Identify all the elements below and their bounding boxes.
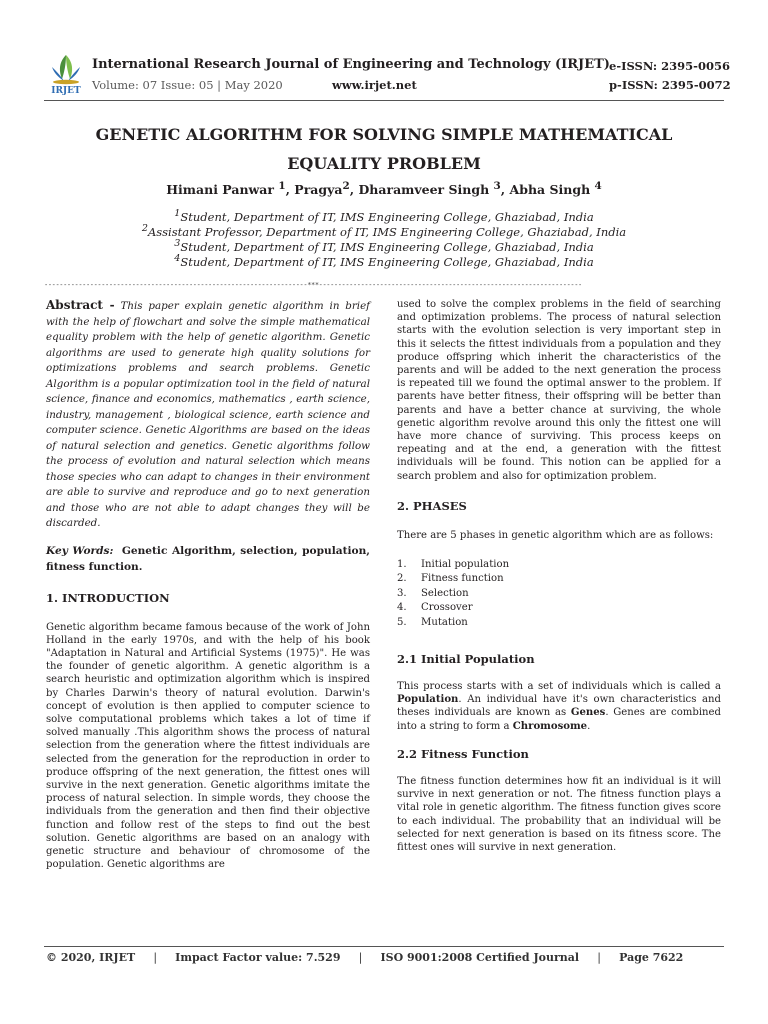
term-population: Population xyxy=(397,694,459,706)
p-issn: p-ISSN: 2395-0072 xyxy=(609,78,731,92)
fitness-function-heading: 2.2 Fitness Function xyxy=(397,746,529,761)
term-genes: Genes xyxy=(570,707,606,719)
initial-population-text xyxy=(397,680,721,733)
keywords-text: Genetic Algorithm, selection, population, fitness function. xyxy=(46,544,370,573)
page-footer xyxy=(46,951,683,964)
abstract-text: This paper explain genetic algorithm in brief with the help of flowchart and solve the simple mathematical equality problem with the help of genetic algorithm. Genetic algorithms are used to generate high quality solutions for optimizations problems and search problems. Genetic Algorithm is a popular optimization tool in the field of natural science, finance and economics, mathematics , earth science, industry, management , biological science, earth science and computer science. Genetic Algorithms are based on the ideas of natural selection and genetics. Genetic algorithms follow the process of evolution and natural selection which means those species who can adapt to changes in their environment are able to survive and reproduce and go to next generation and those who are not able to adapt changes they will be discarded. xyxy=(46,300,370,529)
text-run: . Genes are combined into a string to form a xyxy=(397,707,721,732)
text-run: . xyxy=(587,720,591,732)
list-item xyxy=(397,601,721,615)
abstract-label: Abstract - xyxy=(46,298,115,312)
text-run: This process starts with a set of individuals which is called a xyxy=(397,681,721,693)
author-name: , Dharamveer Singh xyxy=(349,182,494,198)
affiliation-sup: 1 xyxy=(174,208,181,219)
list-number: 1. xyxy=(397,559,407,571)
header-divider xyxy=(44,100,724,101)
footer-copyright: © 2020, IRJET xyxy=(46,951,136,964)
introduction-text: Genetic algorithm became famous because of the work of John Holland in the early 1970s, and with the help of his book "Adaptation in Natural and Artificial Systems (1975)". He was the founder of genetic algorithm. A genetic algorithm is a search heuristic and optimization algorithm which is inspired by Charles Darwin's theory of natural evolution. Darwin's concept of evolution is then applied to computer science to solve computational problems which takes a lot of time if solved manually .This algorithm shows the process of natural selection from the generation where the fittest individuals are selected from the generation for the reproduction in order to produce offspring of the next generation, the fittest ones will survive in the next generation. Genetic algorithms imitate the process of natural selection. In simple words, they choose the individuals from the generation and then find their objective function and follow rest of the steps to find out the best solution. Genetic algorithms are based on an analogy with genetic structure and behaviour of chromosome of the population. Genetic algorithms are xyxy=(46,621,370,871)
footer-divider xyxy=(44,946,724,947)
title-line-2: EQUALITY PROBLEM xyxy=(287,154,481,173)
term-chromosome: Chromosome xyxy=(512,720,588,732)
author-name: Himani Panwar xyxy=(166,182,279,198)
author-name: , Abha Singh xyxy=(500,182,595,198)
author-name: , Pragya xyxy=(285,182,343,198)
list-label: Fitness function xyxy=(421,573,504,585)
affiliation-text: Student, Department of IT, IMS Engineering College, Ghaziabad, India xyxy=(180,254,594,269)
footer-separator: | xyxy=(153,951,158,964)
footer-page: Page 7622 xyxy=(619,951,684,964)
author-sup: 1 xyxy=(278,180,286,192)
list-label: Crossover xyxy=(421,602,473,614)
affiliation-3 xyxy=(60,238,708,254)
section-separator: ---------------------------------------------------------------------***--------------------------------------------------------------------- xyxy=(44,281,582,289)
author-sup: 4 xyxy=(594,180,602,192)
list-number: 4. xyxy=(397,602,407,614)
volume-issue: Volume: 07 Issue: 05 | May 2020 xyxy=(92,78,283,92)
affiliation-sup: 2 xyxy=(141,223,148,234)
author-sup: 2 xyxy=(342,180,350,192)
fitness-function-text: The fitness function determines how fit an individual is it will survive in next generation or not. The fitness function plays a vital role in genetic algorithm. The fitness function gives score to each individual. The probability that an individual will be selected for next generation is based on its fitness score. The fittest ones will survive in next generation. xyxy=(397,775,721,853)
list-item xyxy=(397,587,721,601)
logo-text: IRJET xyxy=(51,86,81,95)
list-number: 3. xyxy=(397,587,407,599)
affiliation-sup: 3 xyxy=(174,238,181,249)
journal-website: www.irjet.net xyxy=(332,78,417,92)
right-column xyxy=(397,298,721,854)
affiliation-1 xyxy=(60,208,708,224)
continuation-text: used to solve the complex problems in the field of searching and optimization problems. The process of natural selection starts with the evolution selection is very important step in this it selects the fittest individuals from a population and they produce offspring which inherit the characteristics of the parents and will be added to the next generation the process is repeated till we found the optimal answer to the problem. If parents have better fitness, their offspring will be better than parents and have a better chance at surviving, the whole genetic algorithm revolve around this only the fittest one will have more chance of surviving. This process keeps on repeating and at the end, a generation with the fittest individuals will be found. This notion can be applied for a search problem and also for optimization problem. xyxy=(397,299,721,482)
footer-separator: | xyxy=(597,951,601,964)
journal-logo xyxy=(44,51,88,95)
introduction-heading: 1. INTRODUCTION xyxy=(46,590,170,605)
list-item xyxy=(397,558,721,572)
affiliation-2 xyxy=(60,223,708,239)
irjet-logo-icon xyxy=(44,51,88,95)
affiliation-text: Student, Department of IT, IMS Engineering College, Ghaziabad, India xyxy=(180,239,594,254)
e-issn: e-ISSN: 2395-0056 xyxy=(609,59,730,73)
footer-iso: ISO 9001:2008 Certified Journal xyxy=(380,951,580,964)
list-item xyxy=(397,572,721,586)
list-item xyxy=(397,616,721,630)
keywords xyxy=(46,543,370,575)
footer-impact-factor: Impact Factor value: 7.529 xyxy=(175,951,341,964)
list-number: 5. xyxy=(397,616,407,628)
affiliation-text: Assistant Professor, Department of IT, IMS Engineering College, Ghaziabad, India xyxy=(147,224,627,239)
list-label: Selection xyxy=(421,587,469,599)
paper-title xyxy=(60,120,708,178)
author-sup: 3 xyxy=(493,180,501,192)
affiliation-4 xyxy=(60,253,708,269)
list-number: 2. xyxy=(397,573,407,585)
phases-heading: 2. PHASES xyxy=(397,498,467,513)
journal-name: International Research Journal of Engineering and Technology (IRJET) xyxy=(92,57,610,72)
phases-list xyxy=(397,558,721,630)
keywords-label: Key Words: xyxy=(46,544,114,557)
list-label: Mutation xyxy=(421,616,468,628)
initial-population-heading: 2.1 Initial Population xyxy=(397,652,535,667)
affiliation-sup: 4 xyxy=(174,253,181,264)
text-run: . An individual have it's own characteristics and theses individuals are known as xyxy=(397,694,721,719)
title-line-1: GENETIC ALGORITHM FOR SOLVING SIMPLE MATHEMATICAL xyxy=(95,125,673,144)
author-list xyxy=(60,180,708,197)
abstract xyxy=(46,298,370,532)
list-label: Initial population xyxy=(421,559,510,571)
phases-intro: There are 5 phases in genetic algorithm which are as follows: xyxy=(397,529,714,541)
left-column xyxy=(46,298,370,871)
affiliation-text: Student, Department of IT, IMS Engineering College, Ghaziabad, India xyxy=(180,209,594,224)
footer-separator: | xyxy=(358,951,363,964)
